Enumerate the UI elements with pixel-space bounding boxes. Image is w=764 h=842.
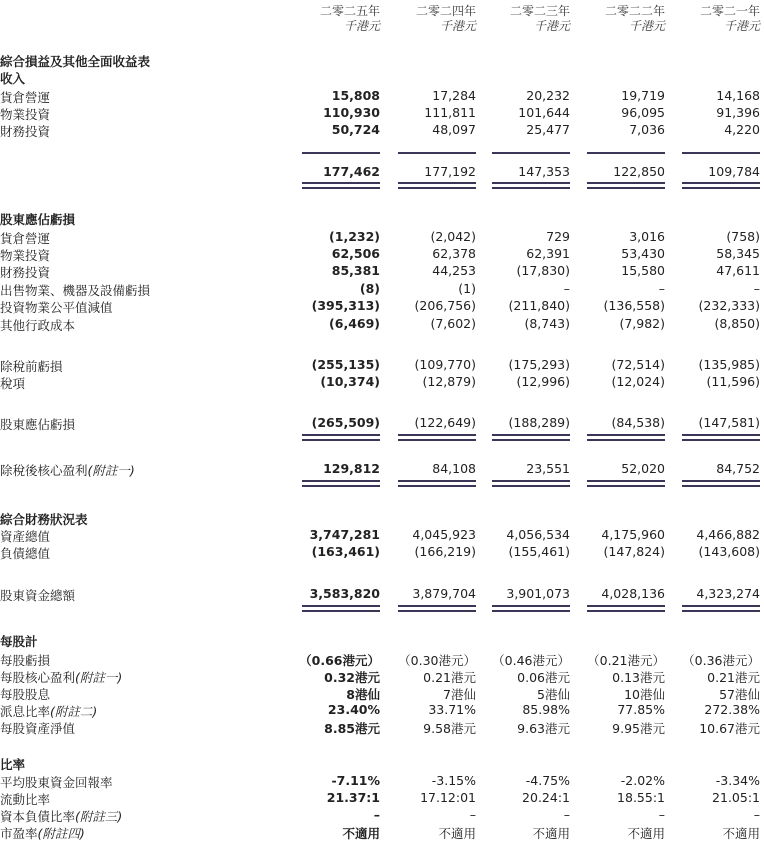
table-cell: 10.67港元: [699, 721, 760, 736]
table-cell: 3,583,820: [309, 586, 380, 601]
table-cell: 4,056,534: [506, 527, 570, 542]
row-label-text: 每股核心盈利: [0, 670, 76, 685]
column-year: 二零二一年: [699, 4, 760, 18]
table-cell: 0.21港元: [423, 670, 476, 685]
column-year: 二零二五年: [319, 4, 380, 18]
section-title: 比率: [0, 757, 26, 772]
total-rule: [492, 480, 570, 482]
table-cell: (135,985): [698, 357, 760, 372]
table-cell: –: [373, 807, 380, 822]
table-cell: 0.06港元: [517, 670, 570, 685]
table-cell: 129,812: [323, 461, 380, 476]
table-cell: 729: [546, 229, 570, 244]
table-cell: (395,313): [311, 298, 380, 313]
table-cell: -2.02%: [620, 773, 665, 788]
table-cell: (188,289): [508, 415, 570, 430]
table-cell: (1): [458, 281, 476, 296]
total-rule: [587, 187, 665, 189]
table-cell: 44,253: [432, 263, 476, 278]
section-title: 綜合損益及其他全面收益表: [0, 54, 151, 69]
table-row: [0, 246, 764, 263]
total-rule: [398, 610, 476, 612]
table-cell: (11,596): [706, 374, 760, 389]
table-cell: (17,830): [516, 263, 570, 278]
table-row: [0, 527, 764, 544]
table-row: [0, 719, 764, 736]
table-cell: (8,850): [714, 316, 760, 331]
table-row: [0, 544, 764, 561]
table-cell: (8,743): [524, 316, 570, 331]
total-rule: [587, 610, 665, 612]
row-label-text: 資本負債比率: [0, 809, 76, 824]
row-label: [0, 719, 75, 737]
table-cell: (166,219): [414, 544, 476, 559]
table-row: [0, 586, 764, 603]
table-cell: 177,192: [424, 164, 476, 179]
table-cell: （0.46港元）: [492, 653, 570, 668]
table-cell: –: [563, 281, 570, 296]
row-label: [0, 374, 25, 392]
table-cell: (7,602): [430, 316, 476, 331]
table-cell: (109,770): [414, 357, 476, 372]
table-cell: (758): [726, 229, 760, 244]
row-label: [0, 651, 50, 669]
table-cell: （0.21港元）: [587, 653, 665, 668]
table-cell: 14,168: [716, 88, 760, 103]
table-cell: 0.13港元: [612, 670, 665, 685]
table-cell: 84,752: [716, 461, 760, 476]
row-label: [0, 586, 75, 604]
table-cell: 5港仙: [537, 687, 570, 702]
row-label-text: 除稅後核心盈利: [0, 463, 88, 478]
table-row: [0, 88, 764, 105]
table-cell: (232,333): [698, 298, 760, 313]
table-cell: (8): [359, 281, 380, 296]
total-rule: [682, 187, 760, 189]
row-label-text: 每股股息: [0, 687, 51, 702]
table-cell: 不適用: [627, 826, 665, 841]
table-cell: (10,374): [320, 374, 380, 389]
total-rule: [587, 439, 665, 441]
table-cell: (7,982): [619, 316, 665, 331]
table-cell: 4,175,960: [601, 527, 665, 542]
row-label: [0, 105, 50, 123]
table-cell: 21.37:1: [326, 790, 380, 805]
row-label-text: 股東應佔虧損: [0, 417, 76, 432]
table-cell: (84,538): [611, 415, 665, 430]
row-label: [0, 685, 50, 703]
total-rule: [492, 434, 570, 436]
table-cell: 33.71%: [428, 702, 476, 717]
row-label: [0, 824, 85, 842]
total-rule: [682, 485, 760, 487]
row-label-text: 物業投資: [0, 248, 51, 263]
table-cell: 96,095: [621, 105, 665, 120]
column-year: 二零二二年: [604, 4, 665, 18]
table-row: [0, 316, 764, 333]
table-cell: 7港仙: [443, 687, 476, 702]
table-cell: (147,824): [603, 544, 665, 559]
row-label: [0, 263, 50, 281]
table-cell: 3,016: [629, 229, 665, 244]
table-cell: –: [469, 807, 476, 822]
table-row: [0, 357, 764, 374]
table-cell: 不適用: [532, 826, 570, 841]
row-label-text: 資產總值: [0, 529, 51, 544]
row-footnote-ref: (附註一): [75, 670, 123, 685]
table-cell: (163,461): [311, 544, 380, 559]
total-rule: [398, 434, 476, 436]
table-cell: 85.98%: [522, 702, 570, 717]
table-row: [0, 164, 764, 181]
total-rule: [302, 434, 380, 436]
total-rule: [682, 152, 760, 154]
row-footnote-ref: (附註二): [50, 704, 98, 719]
row-label-text: 其他行政成本: [0, 318, 76, 333]
table-cell: 110,930: [323, 105, 380, 120]
table-cell: 23,551: [526, 461, 570, 476]
section-title: 綜合財務狀況表: [0, 512, 88, 527]
table-cell: (2,042): [430, 229, 476, 244]
table-cell: 0.21港元: [707, 670, 760, 685]
total-rule: [492, 485, 570, 487]
table-cell: （0.66港元）: [299, 653, 380, 668]
table-cell: 20.24:1: [522, 790, 570, 805]
table-row: [0, 122, 764, 139]
table-cell: 85,381: [331, 263, 380, 278]
total-rule: [682, 610, 760, 612]
total-rule: [398, 605, 476, 607]
row-label-text: 每股資產淨值: [0, 721, 76, 736]
table-cell: -4.75%: [525, 773, 570, 788]
row-label: [0, 122, 50, 140]
total-rule: [302, 182, 380, 184]
total-rule: [492, 152, 570, 154]
row-label: [0, 773, 113, 791]
table-cell: 17,284: [432, 88, 476, 103]
table-row: [0, 461, 764, 478]
row-label-text: 負債總值: [0, 546, 51, 561]
column-unit: 千港元: [723, 19, 760, 33]
row-label-text: 貨倉營運: [0, 231, 51, 246]
row-label-text: 流動比率: [0, 792, 51, 807]
column-header-2: [478, 2, 570, 36]
column-header-0: [288, 2, 380, 36]
table-cell: 4,323,274: [696, 586, 760, 601]
table-cell: (147,581): [698, 415, 760, 430]
table-cell: 不適用: [342, 826, 380, 841]
column-year: 二零二四年: [415, 4, 476, 18]
column-unit: 千港元: [533, 19, 570, 33]
table-cell: 53,430: [621, 246, 665, 261]
total-rule: [682, 605, 760, 607]
section-title: 每股計: [0, 634, 38, 649]
table-cell: （0.30港元）: [398, 653, 476, 668]
total-rule: [302, 480, 380, 482]
total-rule: [302, 439, 380, 441]
row-label-text: 出售物業、機器及設備虧損: [0, 283, 151, 298]
table-cell: 9.63港元: [517, 721, 570, 736]
column-header-3: [573, 2, 665, 36]
column-unit: 千港元: [343, 19, 380, 33]
row-label: [0, 415, 75, 433]
table-cell: 3,747,281: [309, 527, 380, 542]
table-cell: 9.58港元: [423, 721, 476, 736]
total-rule: [682, 480, 760, 482]
table-cell: –: [753, 807, 760, 822]
total-rule: [587, 152, 665, 154]
table-cell: 7,036: [629, 122, 665, 137]
row-label-text: 貨倉營運: [0, 90, 51, 105]
table-cell: 4,045,923: [412, 527, 476, 542]
column-unit: 千港元: [439, 19, 476, 33]
table-cell: (211,840): [508, 298, 570, 313]
total-rule: [587, 434, 665, 436]
table-cell: 62,506: [331, 246, 380, 261]
table-cell: -3.34%: [715, 773, 760, 788]
table-cell: 23.40%: [327, 702, 380, 717]
table-cell: –: [563, 807, 570, 822]
table-cell: 177,462: [323, 164, 380, 179]
column-header: [0, 2, 764, 36]
table-cell: 111,811: [424, 105, 476, 120]
row-label-text: 稅項: [0, 376, 26, 391]
table-cell: 20,232: [526, 88, 570, 103]
table-row: [0, 702, 764, 719]
table-cell: 52,020: [621, 461, 665, 476]
row-label: [0, 527, 50, 545]
table-cell: 不適用: [722, 826, 760, 841]
table-cell: 62,378: [432, 246, 476, 261]
row-label: [0, 461, 135, 479]
row-label: [0, 281, 150, 299]
column-unit: 千港元: [628, 19, 665, 33]
row-label-text: 平均股東資金回報率: [0, 775, 113, 790]
total-rule: [682, 439, 760, 441]
total-rule: [302, 187, 380, 189]
table-row: [0, 685, 764, 702]
table-row: [0, 374, 764, 391]
total-rule: [492, 187, 570, 189]
row-label: [0, 88, 50, 106]
table-cell: 25,477: [526, 122, 570, 137]
table-cell: (175,293): [508, 357, 570, 372]
row-label: [0, 229, 50, 247]
total-rule: [682, 434, 760, 436]
row-label-text: 派息比率: [0, 704, 51, 719]
table-cell: (206,756): [414, 298, 476, 313]
row-label-text: 物業投資: [0, 107, 51, 122]
total-rule: [302, 610, 380, 612]
row-label-text: 投資物業公平值減值: [0, 300, 113, 315]
table-cell: 48,097: [432, 122, 476, 137]
row-label: [0, 790, 50, 808]
table-cell: 9.95港元: [612, 721, 665, 736]
table-cell: 19,719: [621, 88, 665, 103]
table-cell: 91,396: [716, 105, 760, 120]
table-cell: (143,608): [698, 544, 760, 559]
table-cell: (136,558): [603, 298, 665, 313]
table-row: [0, 807, 764, 824]
row-footnote-ref: (附註四): [37, 826, 85, 841]
row-label-text: 市盈率: [0, 826, 38, 841]
table-cell: (255,135): [311, 357, 380, 372]
total-rule: [302, 485, 380, 487]
row-label: [0, 668, 122, 686]
table-cell: 4,220: [724, 122, 760, 137]
table-cell: 109,784: [708, 164, 760, 179]
table-cell: 15,580: [621, 263, 665, 278]
row-label: [0, 357, 63, 375]
table-cell: 57港仙: [719, 687, 760, 702]
total-rule: [492, 605, 570, 607]
table-cell: 101,644: [518, 105, 570, 120]
table-cell: 10港仙: [624, 687, 665, 702]
table-cell: 272.38%: [704, 702, 760, 717]
table-row: [0, 824, 764, 841]
table-row: [0, 263, 764, 280]
table-row: [0, 773, 764, 790]
row-label-text: 財務投資: [0, 265, 51, 280]
table-cell: 147,353: [518, 164, 570, 179]
table-cell: 3,879,704: [412, 586, 476, 601]
table-row: [0, 668, 764, 685]
row-label: [0, 246, 50, 264]
table-cell: (1,232): [329, 229, 380, 244]
table-cell: –: [753, 281, 760, 296]
table-row: [0, 790, 764, 807]
total-rule: [492, 610, 570, 612]
table-cell: 58,345: [716, 246, 760, 261]
row-label-text: 除稅前虧損: [0, 359, 63, 374]
table-cell: 62,391: [526, 246, 570, 261]
table-cell: 15,808: [331, 88, 380, 103]
total-rule: [587, 480, 665, 482]
table-cell: (122,649): [414, 415, 476, 430]
table-cell: -7.11%: [331, 773, 380, 788]
total-rule: [302, 605, 380, 607]
row-label: [0, 544, 50, 562]
total-rule: [398, 439, 476, 441]
table-cell: 17.12:01: [420, 790, 476, 805]
column-header-4: [668, 2, 760, 36]
table-cell: (155,461): [508, 544, 570, 559]
row-label: [0, 316, 75, 334]
table-cell: 50,724: [331, 122, 380, 137]
total-rule: [302, 152, 380, 154]
table-cell: (72,514): [611, 357, 665, 372]
row-label: [0, 807, 122, 825]
table-cell: (12,024): [611, 374, 665, 389]
total-rule: [587, 485, 665, 487]
table-cell: 18.55:1: [617, 790, 665, 805]
total-rule: [398, 182, 476, 184]
table-cell: 122,850: [613, 164, 665, 179]
table-cell: (6,469): [329, 316, 380, 331]
table-cell: (265,509): [311, 415, 380, 430]
table-cell: –: [658, 281, 665, 296]
row-footnote-ref: (附註三): [75, 809, 123, 824]
table-row: [0, 281, 764, 298]
table-cell: （0.36港元）: [682, 653, 760, 668]
total-rule: [398, 187, 476, 189]
total-rule: [682, 182, 760, 184]
total-rule: [398, 485, 476, 487]
table-cell: 4,028,136: [601, 586, 665, 601]
total-rule: [398, 480, 476, 482]
table-cell: -3.15%: [431, 773, 476, 788]
table-cell: 47,611: [716, 263, 760, 278]
table-cell: –: [658, 807, 665, 822]
total-rule: [398, 152, 476, 154]
table-row: [0, 651, 764, 668]
column-year: 二零二三年: [509, 4, 570, 18]
table-cell: 21.05:1: [712, 790, 760, 805]
section-title: 股東應佔虧損: [0, 212, 76, 227]
table-cell: (12,996): [516, 374, 570, 389]
row-label-text: 每股虧損: [0, 653, 51, 668]
table-cell: 8港仙: [346, 687, 380, 702]
total-rule: [587, 182, 665, 184]
table-row: [0, 298, 764, 315]
total-rule: [492, 439, 570, 441]
row-footnote-ref: (附註一): [87, 463, 135, 478]
total-rule: [587, 605, 665, 607]
column-header-1: [384, 2, 476, 36]
table-cell: 8.85港元: [324, 721, 380, 736]
row-label: [0, 702, 97, 720]
table-row: [0, 105, 764, 122]
table-cell: 4,466,882: [696, 527, 760, 542]
table-cell: 3,901,073: [506, 586, 570, 601]
table-cell: (12,879): [422, 374, 476, 389]
table-row: [0, 229, 764, 246]
row-label: [0, 298, 113, 316]
table-cell: 不適用: [438, 826, 476, 841]
table-row: [0, 415, 764, 432]
row-label-text: 財務投資: [0, 124, 51, 139]
section-title: 收入: [0, 71, 26, 86]
row-label-text: 股東資金總額: [0, 588, 76, 603]
total-rule: [492, 182, 570, 184]
table-cell: 84,108: [432, 461, 476, 476]
table-cell: 77.85%: [617, 702, 665, 717]
table-cell: 0.32港元: [324, 670, 380, 685]
